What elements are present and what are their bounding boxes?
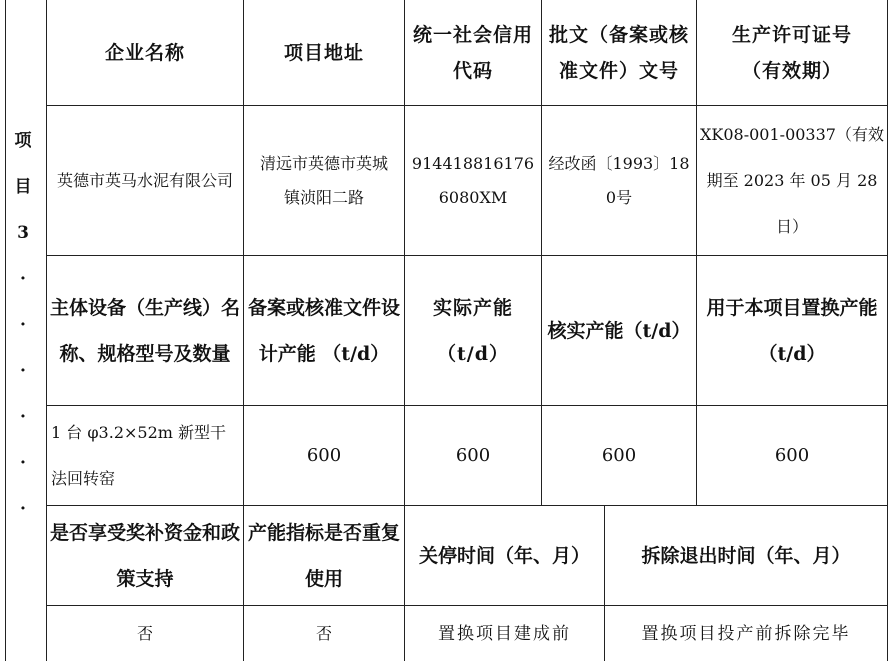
side-label-char: ·	[20, 361, 26, 381]
header-project-address: 项目地址	[283, 41, 364, 64]
cell-company-name: 英德市英马水泥有限公司	[56, 170, 233, 190]
side-label-char: ·	[20, 453, 26, 473]
header-reuse: 产能指标是否重复使用	[247, 521, 400, 590]
cell-filed-capacity: 600	[306, 444, 342, 466]
side-label-char: ·	[20, 315, 26, 335]
header-equipment: 主体设备（生产线）名称、规格型号及数量	[49, 296, 240, 365]
header-company-name: 企业名称	[104, 41, 185, 64]
side-label-char: ·	[20, 499, 26, 519]
side-label-char: ·	[20, 407, 26, 427]
header-demolition-time: 拆除退出时间（年、月）	[641, 544, 851, 567]
cell-reuse: 否	[315, 623, 332, 643]
header-credit-code: 统一社会信用代码	[412, 23, 533, 82]
side-label-char: 3	[17, 223, 29, 243]
cell-project-address: 清远市英德市英城镇浈阳二路	[259, 153, 388, 207]
cell-equipment: 1 台 φ3.2×52m 新型干法回转窑	[51, 422, 227, 488]
cell-actual-capacity: 600	[455, 444, 491, 466]
header-replacement-capacity: 用于本项目置换产能（t/d）	[706, 296, 878, 365]
header-license-no: 生产许可证号（有效期）	[731, 23, 852, 82]
header-shutdown-time: 关停时间（年、月）	[418, 544, 590, 567]
header-filed-capacity: 备案或核准文件设计产能 （t/d）	[247, 296, 400, 365]
header-subsidy: 是否享受奖补资金和政策支持	[49, 521, 240, 590]
side-label-char: 项	[14, 131, 32, 151]
side-label-char: ·	[20, 269, 26, 289]
cell-license-no: XK08-001-00337（有效期至 2023 年 05 月 28 日）	[700, 124, 884, 236]
cell-approval-doc: 经改函〔1993〕180号	[548, 153, 690, 207]
cell-subsidy: 否	[136, 623, 153, 643]
cell-verified-capacity: 600	[601, 444, 637, 466]
cell-shutdown-time: 置换项目建成前	[438, 623, 571, 644]
header-verified-capacity: 核实产能（t/d）	[547, 319, 691, 342]
table-border-right	[887, 0, 888, 661]
cell-demolition-time: 置换项目投产前拆除完毕	[641, 623, 851, 644]
cell-credit-code: 9144188161766080XM	[411, 153, 535, 207]
side-label-project	[6, 118, 40, 532]
header-actual-capacity: 实际产能（t/d）	[432, 296, 513, 365]
side-label-char: 目	[14, 177, 32, 197]
header-approval-doc: 批文（备案或核准文件）文号	[548, 23, 689, 82]
cell-replacement-capacity: 600	[774, 444, 810, 466]
